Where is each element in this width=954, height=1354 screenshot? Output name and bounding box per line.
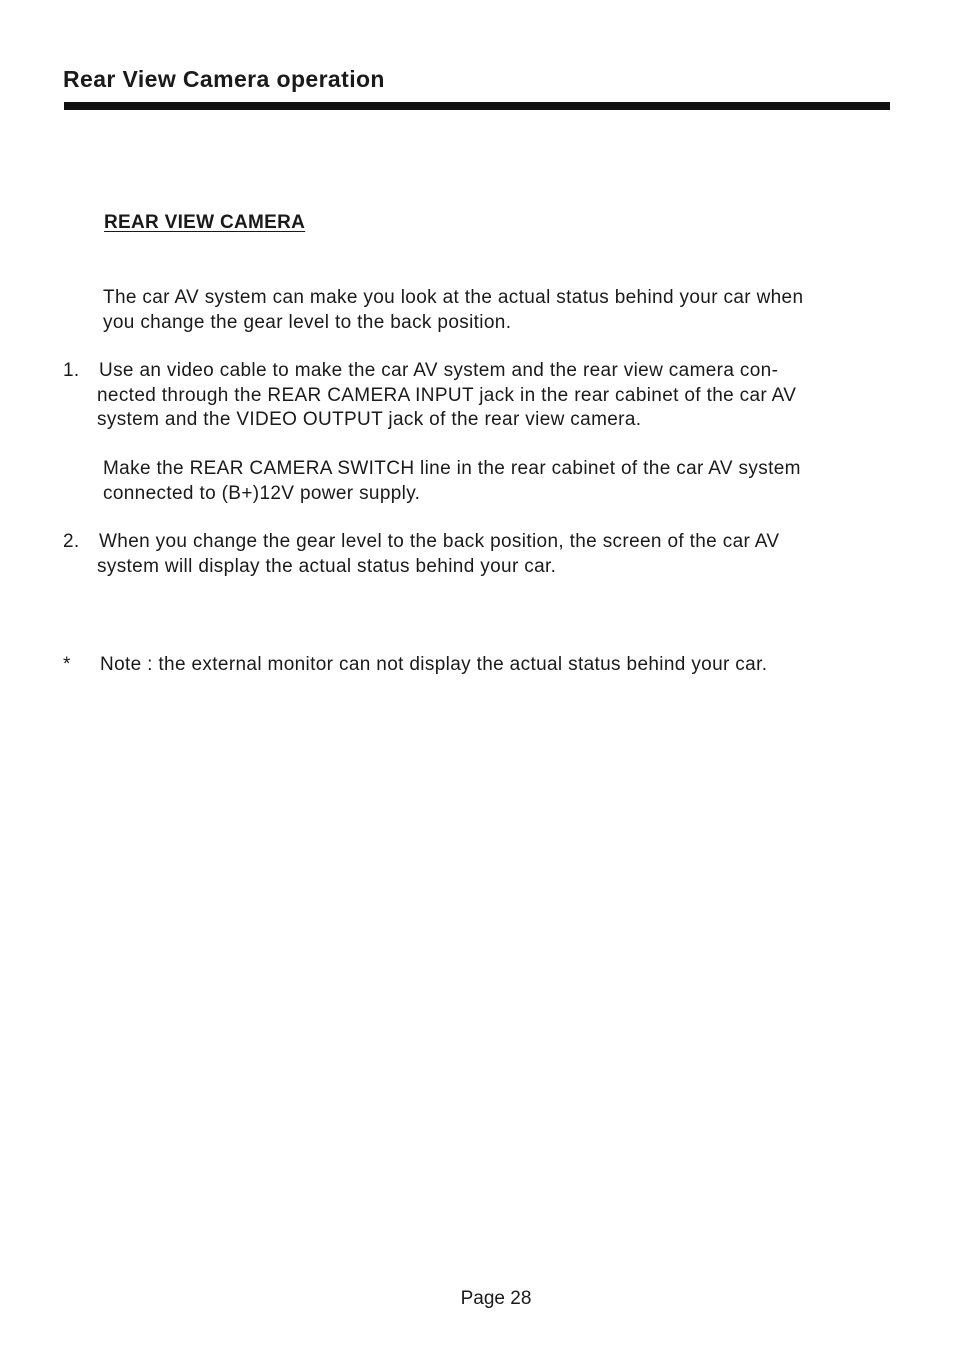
note-text: Note : the external monitor can not display the actual status behind your car.	[100, 654, 768, 675]
intro-line: you change the gear level to the back position.	[103, 311, 512, 333]
page-number: Page 28	[460, 1288, 532, 1309]
intro-line: The car AV system can make you look at the actual status behind your car when	[103, 287, 804, 308]
list-marker: 2.	[63, 531, 80, 552]
intro-paragraph	[103, 286, 803, 335]
list-item-1	[63, 359, 796, 433]
list-item-line: When you change the gear level to the back position, the screen of the car AV	[99, 531, 780, 552]
title-divider	[64, 102, 890, 110]
subparagraph-line: connected to (B+)12V power supply.	[103, 482, 421, 504]
subparagraph-line: Make the REAR CAMERA SWITCH line in the rear cabinet of the car AV system	[103, 458, 801, 479]
note-marker: *	[63, 654, 71, 675]
list-item-2	[63, 530, 779, 579]
list-item-line: system and the VIDEO OUTPUT jack of the rear view camera.	[97, 409, 642, 430]
list-item-1-subparagraph	[103, 457, 801, 506]
page-title: Rear View Camera operation	[63, 66, 385, 92]
list-item-line: system will display the actual status behind your car.	[97, 555, 557, 577]
list-item-line: Use an video cable to make the car AV system and the rear view camera con-	[99, 360, 779, 381]
section-heading: REAR VIEW CAMERA	[104, 212, 306, 233]
list-marker: 1.	[63, 360, 80, 381]
list-item-line: nected through the REAR CAMERA INPUT jack in the rear cabinet of the car AV	[97, 384, 797, 406]
note	[63, 653, 767, 678]
